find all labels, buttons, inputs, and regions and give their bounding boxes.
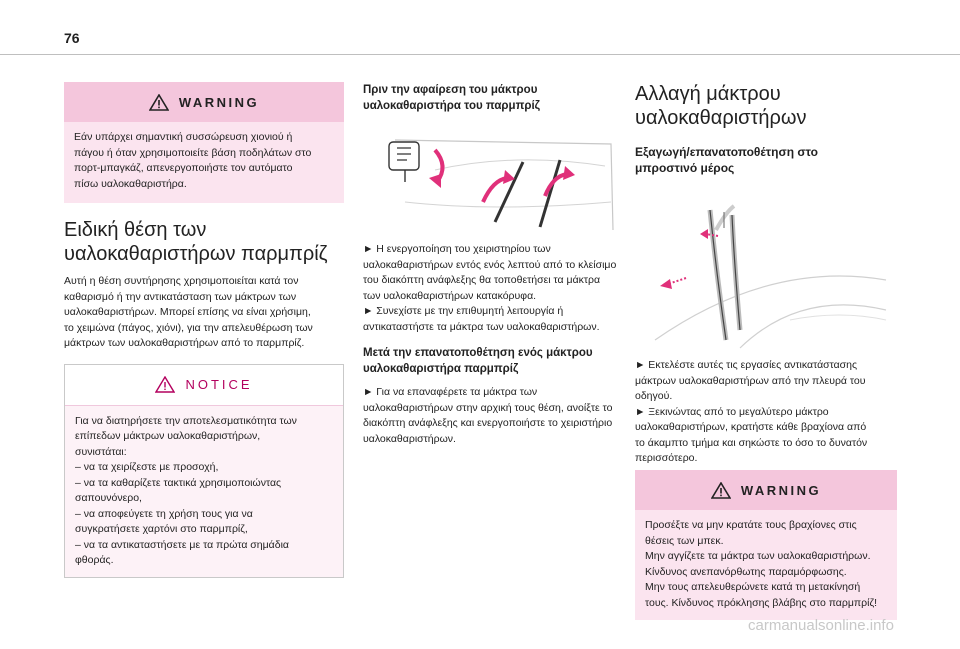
title-line: Αλλαγή μάκτρου bbox=[635, 83, 781, 105]
text-line: καθαρισμό ή την αντικατάσταση των μάκτρων των bbox=[64, 290, 297, 303]
steps-before bbox=[363, 242, 619, 335]
wiper-blade bbox=[540, 160, 560, 227]
step-line: ► Συνεχίστε με την επιθυμητή λειτουργία ή bbox=[363, 305, 564, 317]
intro-paragraph bbox=[64, 274, 344, 352]
notice-warning-icon bbox=[155, 376, 175, 393]
wiper-blade bbox=[495, 162, 523, 222]
warning-line: Προσέξτε να μην κρατάτε τους βραχίονες στις bbox=[645, 519, 857, 531]
subtitle-line: μπροστινό μέρος bbox=[635, 161, 735, 175]
notice-line: – να αποφεύγετε τη χρήση τους για να bbox=[75, 507, 253, 520]
step-line: αντικαταστήστε τα μάκτρα των υαλοκαθαριστήρων. bbox=[363, 320, 600, 333]
warning-title: WARNING bbox=[178, 94, 260, 110]
step-line: υαλοκαθαριστήρων, κρατήστε κάθε βραχίονα από bbox=[635, 421, 867, 433]
step-line: των υαλοκαθαριστήρων κατακόρυφα. bbox=[363, 289, 537, 302]
before-removal-heading bbox=[363, 82, 619, 114]
warning-line: θέσεις των μπεκ. bbox=[645, 534, 724, 547]
notice-line: – να τα χειρίζεστε με προσοχή, bbox=[75, 461, 219, 473]
notice-line: – να τα καθαρίζετε τακτικά χρησιμοποιώντας bbox=[75, 476, 282, 489]
warning-line: πορτ-μπαγκάζ, απενεργοποιήστε τον αυτόματο bbox=[74, 162, 293, 174]
top-divider bbox=[0, 54, 960, 55]
warning-line: Μην τους απελευθερώνετε κατά τη μετακίνησή bbox=[645, 581, 861, 593]
notice-line: – να τα αντικαταστήσετε με τα πρώτα σημάδια bbox=[75, 538, 289, 551]
wiper-vertical-illustration bbox=[375, 132, 615, 232]
middle-text bbox=[363, 242, 619, 447]
step-line: ► Η ενεργοποίηση του χειριστηρίου των bbox=[363, 243, 551, 255]
warning-box-2 bbox=[635, 470, 897, 620]
notice-line: επίπεδων μάκτρων υαλοκαθαριστήρων, bbox=[75, 430, 261, 442]
warning-icon bbox=[149, 94, 169, 111]
section-title bbox=[64, 218, 344, 266]
notice-title: NOTICE bbox=[185, 377, 253, 392]
step-line: μάκτρων υαλοκαθαριστήρων από την πλευρά του bbox=[635, 374, 866, 387]
steps-after bbox=[363, 385, 619, 447]
front-subtitle bbox=[635, 144, 895, 176]
heading-line: Μετά την επανατοποθέτηση ενός μάκτρου bbox=[363, 347, 593, 359]
step-line: ► Ξεκινώντας από το μεγαλύτερο μάκτρο bbox=[635, 405, 829, 418]
left-column bbox=[64, 82, 344, 578]
warning-line: Κίνδυνος ανεπανόρθωτης παραμόρφωσης. bbox=[645, 565, 847, 578]
warning-title: WARNING bbox=[740, 482, 822, 498]
page-number: 76 bbox=[64, 30, 80, 46]
pull-arrow-icon bbox=[660, 278, 686, 289]
warning-box-1 bbox=[64, 82, 344, 203]
heading-line: Πριν την αφαίρεση του μάκτρου bbox=[363, 84, 538, 96]
text-line: υαλοκαθαριστήρων. Μπορεί επίσης να είναι χρήσιμη, bbox=[64, 306, 311, 318]
step-line: διακόπτη ανάφλεξης και ενεργοποιήστε το χειριστήριο bbox=[363, 417, 613, 429]
step-line: το άκαμπτο τμήμα και σηκώστε το όσο το δυνατόν bbox=[635, 436, 868, 449]
step-line: ► Για να επαναφέρετε τα μάκτρα των bbox=[363, 386, 538, 398]
right-text bbox=[635, 358, 895, 467]
notice-line: φθοράς. bbox=[75, 554, 114, 566]
title-line: υαλοκαθαριστήρων bbox=[635, 107, 807, 129]
warning-body bbox=[64, 122, 344, 203]
warning-line: πίσω υαλοκαθαριστήρα. bbox=[74, 177, 187, 190]
warning-line: Μην αγγίζετε τα μάκτρα των υαλοκαθαριστήρων. bbox=[645, 550, 871, 562]
change-blade-title bbox=[635, 82, 895, 130]
notice-box bbox=[64, 364, 344, 578]
heading-line: υαλοκαθαριστήρα παρμπρίζ bbox=[363, 363, 519, 375]
notice-body bbox=[65, 406, 343, 577]
warning-body bbox=[635, 510, 897, 620]
warning-line: Εάν υπάρχει σημαντική συσσώρευση χιονιού ή bbox=[74, 131, 293, 143]
middle-column bbox=[363, 82, 619, 114]
notice-line: σαπουνόνερο, bbox=[75, 492, 142, 504]
right-column bbox=[635, 82, 895, 176]
warning-line: τους. Κίνδυνος πρόκλησης βλάβης στο παρμπρίζ! bbox=[645, 596, 877, 609]
heading-line: υαλοκαθαριστήρα του παρμπρίζ bbox=[363, 100, 540, 112]
warning-header bbox=[635, 470, 897, 510]
step-line: οδηγού. bbox=[635, 390, 673, 402]
notice-header bbox=[65, 365, 343, 406]
warning-icon bbox=[711, 482, 731, 499]
notice-line: συγκρατήσετε χαρτόνι στο παρμπρίζ, bbox=[75, 523, 248, 535]
warning-header bbox=[64, 82, 344, 122]
text-line: Αυτή η θέση συντήρησης χρησιμοποιείται κατά τον bbox=[64, 275, 299, 287]
wiper-stalk-icon bbox=[389, 142, 419, 182]
notice-line: Για να διατηρήσετε την αποτελεσματικότητα των bbox=[75, 414, 297, 427]
steps-right bbox=[635, 358, 895, 467]
text-line: μάκτρων των υαλοκαθαριστήρων από το παρμπρίζ. bbox=[64, 337, 305, 349]
step-line: ► Εκτελέστε αυτές τις εργασίες αντικατάστασης bbox=[635, 359, 858, 371]
text-line: το χειμώνα (πάγος, χιόνι), για την απελευθέρωση των bbox=[64, 321, 313, 334]
warning-line: πάγου ή όταν χρησιμοποιείτε βάση ποδηλάτων στο bbox=[74, 146, 312, 159]
blade-lift-illustration bbox=[650, 200, 890, 350]
section-title-line: Ειδική θέση των bbox=[64, 219, 207, 241]
step-line: υαλοκαθαριστήρων εντός ενός λεπτού από το κλείσιμο bbox=[363, 258, 617, 271]
step-line: περισσότερο. bbox=[635, 452, 698, 464]
step-line: υαλοκαθαριστήρων στην αρχική τους θέση, ανοίξτε το bbox=[363, 401, 613, 414]
subtitle-line: Εξαγωγή/επανατοποθέτηση στο bbox=[635, 145, 818, 159]
section-title-line: υαλοκαθαριστήρων παρμπρίζ bbox=[64, 243, 328, 265]
watermark: carmanualsonline.info bbox=[748, 617, 894, 634]
step-line: υαλοκαθαριστήρων. bbox=[363, 432, 456, 445]
step-line: του διακόπτη ανάφλεξης θα τοποθετήσει τα μάκτρα bbox=[363, 274, 601, 286]
after-refit-heading bbox=[363, 345, 619, 377]
notice-line: συνιστάται: bbox=[75, 445, 127, 458]
